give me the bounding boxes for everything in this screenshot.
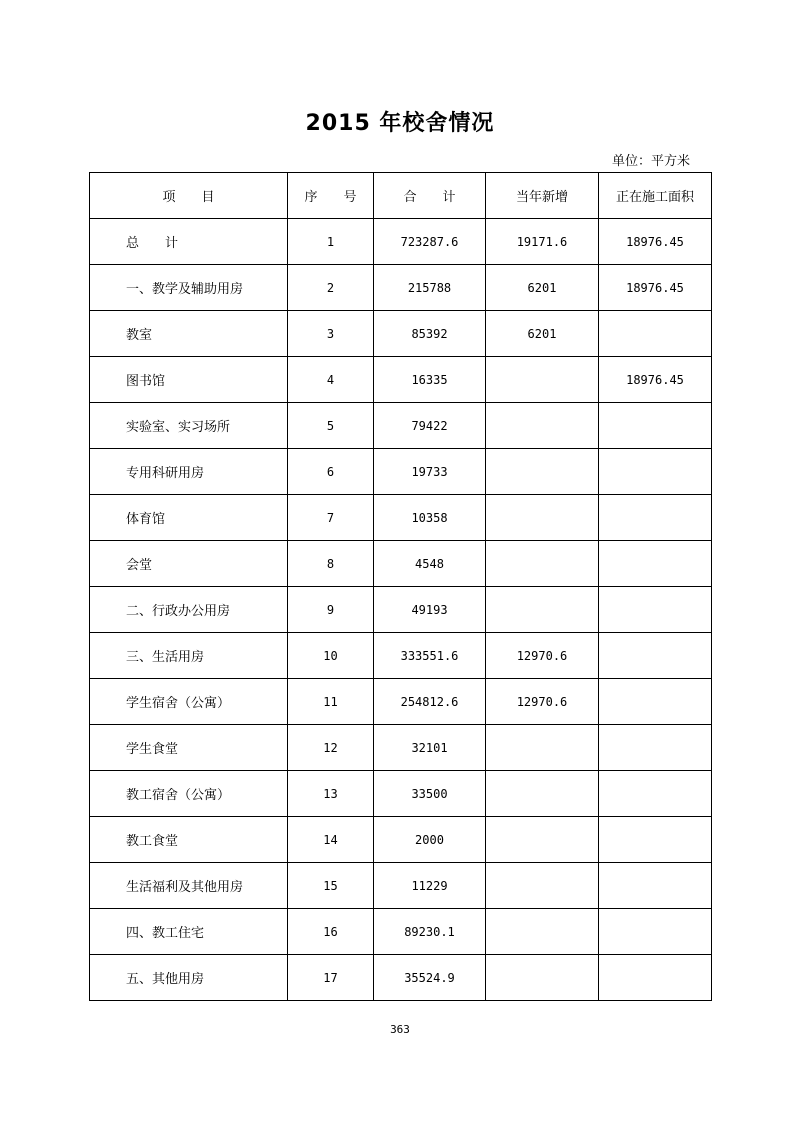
cell-total: 16335 xyxy=(374,357,486,403)
cell-construction xyxy=(599,909,712,955)
cell-serial: 1 xyxy=(288,219,374,265)
table-row xyxy=(90,955,712,1001)
cell-item: 总 计 xyxy=(90,219,288,265)
cell-item: 三、生活用房 xyxy=(90,633,288,679)
cell-new: 12970.6 xyxy=(486,633,599,679)
header-new-this-year: 当年新增 xyxy=(486,173,599,219)
table-row xyxy=(90,633,712,679)
cell-total: 215788 xyxy=(374,265,486,311)
cell-total: 11229 xyxy=(374,863,486,909)
table-header-row xyxy=(90,173,712,219)
cell-item: 一、教学及辅助用房 xyxy=(90,265,288,311)
cell-construction: 18976.45 xyxy=(599,265,712,311)
cell-item: 学生食堂 xyxy=(90,725,288,771)
cell-total: 254812.6 xyxy=(374,679,486,725)
cell-new xyxy=(486,725,599,771)
header-under-construction: 正在施工面积 xyxy=(599,173,712,219)
cell-construction xyxy=(599,311,712,357)
cell-new: 19171.6 xyxy=(486,219,599,265)
cell-new xyxy=(486,541,599,587)
cell-construction xyxy=(599,725,712,771)
cell-item: 四、教工住宅 xyxy=(90,909,288,955)
cell-serial: 17 xyxy=(288,955,374,1001)
cell-construction xyxy=(599,541,712,587)
cell-new xyxy=(486,357,599,403)
cell-total: 79422 xyxy=(374,403,486,449)
cell-new: 6201 xyxy=(486,311,599,357)
page-title: 2015 年校舍情况 xyxy=(305,111,495,136)
table-row xyxy=(90,679,712,725)
cell-new xyxy=(486,955,599,1001)
cell-total: 333551.6 xyxy=(374,633,486,679)
cell-serial: 7 xyxy=(288,495,374,541)
cell-total: 49193 xyxy=(374,587,486,633)
cell-new xyxy=(486,863,599,909)
cell-total: 10358 xyxy=(374,495,486,541)
cell-serial: 13 xyxy=(288,771,374,817)
cell-item: 生活福利及其他用房 xyxy=(90,863,288,909)
cell-item: 五、其他用房 xyxy=(90,955,288,1001)
page-number: 363 xyxy=(390,1023,410,1036)
cell-construction xyxy=(599,817,712,863)
cell-item: 图书馆 xyxy=(90,357,288,403)
cell-new xyxy=(486,909,599,955)
cell-serial: 12 xyxy=(288,725,374,771)
cell-item: 教工食堂 xyxy=(90,817,288,863)
cell-item: 教室 xyxy=(90,311,288,357)
cell-new: 12970.6 xyxy=(486,679,599,725)
cell-new xyxy=(486,771,599,817)
cell-serial: 11 xyxy=(288,679,374,725)
cell-total: 85392 xyxy=(374,311,486,357)
cell-total: 32101 xyxy=(374,725,486,771)
header-serial: 序 号 xyxy=(288,173,374,219)
cell-new xyxy=(486,403,599,449)
cell-construction xyxy=(599,449,712,495)
cell-item: 实验室、实习场所 xyxy=(90,403,288,449)
cell-construction xyxy=(599,587,712,633)
cell-total: 723287.6 xyxy=(374,219,486,265)
table-row xyxy=(90,587,712,633)
cell-item: 会堂 xyxy=(90,541,288,587)
cell-construction xyxy=(599,863,712,909)
cell-total: 33500 xyxy=(374,771,486,817)
cell-serial: 2 xyxy=(288,265,374,311)
cell-construction xyxy=(599,495,712,541)
cell-total: 19733 xyxy=(374,449,486,495)
unit-label: 单位：平方米 xyxy=(611,154,690,169)
cell-serial: 14 xyxy=(288,817,374,863)
cell-serial: 5 xyxy=(288,403,374,449)
cell-new xyxy=(486,587,599,633)
cell-construction xyxy=(599,633,712,679)
cell-new xyxy=(486,449,599,495)
cell-total: 4548 xyxy=(374,541,486,587)
campus-building-table xyxy=(89,172,712,1001)
cell-serial: 3 xyxy=(288,311,374,357)
cell-item: 学生宿舍（公寓） xyxy=(90,679,288,725)
table-row xyxy=(90,495,712,541)
table-row xyxy=(90,909,712,955)
table-row xyxy=(90,357,712,403)
cell-new: 6201 xyxy=(486,265,599,311)
table-row xyxy=(90,311,712,357)
cell-serial: 15 xyxy=(288,863,374,909)
header-item: 项 目 xyxy=(90,173,288,219)
table-row xyxy=(90,449,712,495)
table-row xyxy=(90,403,712,449)
cell-construction: 18976.45 xyxy=(599,357,712,403)
cell-total: 89230.1 xyxy=(374,909,486,955)
cell-construction xyxy=(599,955,712,1001)
cell-construction xyxy=(599,403,712,449)
cell-construction xyxy=(599,679,712,725)
cell-total: 2000 xyxy=(374,817,486,863)
cell-serial: 16 xyxy=(288,909,374,955)
cell-new xyxy=(486,495,599,541)
cell-item: 教工宿舍（公寓） xyxy=(90,771,288,817)
table-row xyxy=(90,219,712,265)
cell-serial: 6 xyxy=(288,449,374,495)
cell-serial: 9 xyxy=(288,587,374,633)
header-total: 合 计 xyxy=(374,173,486,219)
table-row xyxy=(90,817,712,863)
cell-total: 35524.9 xyxy=(374,955,486,1001)
table-row xyxy=(90,725,712,771)
cell-serial: 4 xyxy=(288,357,374,403)
cell-item: 体育馆 xyxy=(90,495,288,541)
table-row xyxy=(90,541,712,587)
cell-serial: 8 xyxy=(288,541,374,587)
table-row xyxy=(90,863,712,909)
cell-construction: 18976.45 xyxy=(599,219,712,265)
cell-item: 专用科研用房 xyxy=(90,449,288,495)
table-row xyxy=(90,771,712,817)
cell-item: 二、行政办公用房 xyxy=(90,587,288,633)
cell-new xyxy=(486,817,599,863)
cell-construction xyxy=(599,771,712,817)
table-row xyxy=(90,265,712,311)
cell-serial: 10 xyxy=(288,633,374,679)
